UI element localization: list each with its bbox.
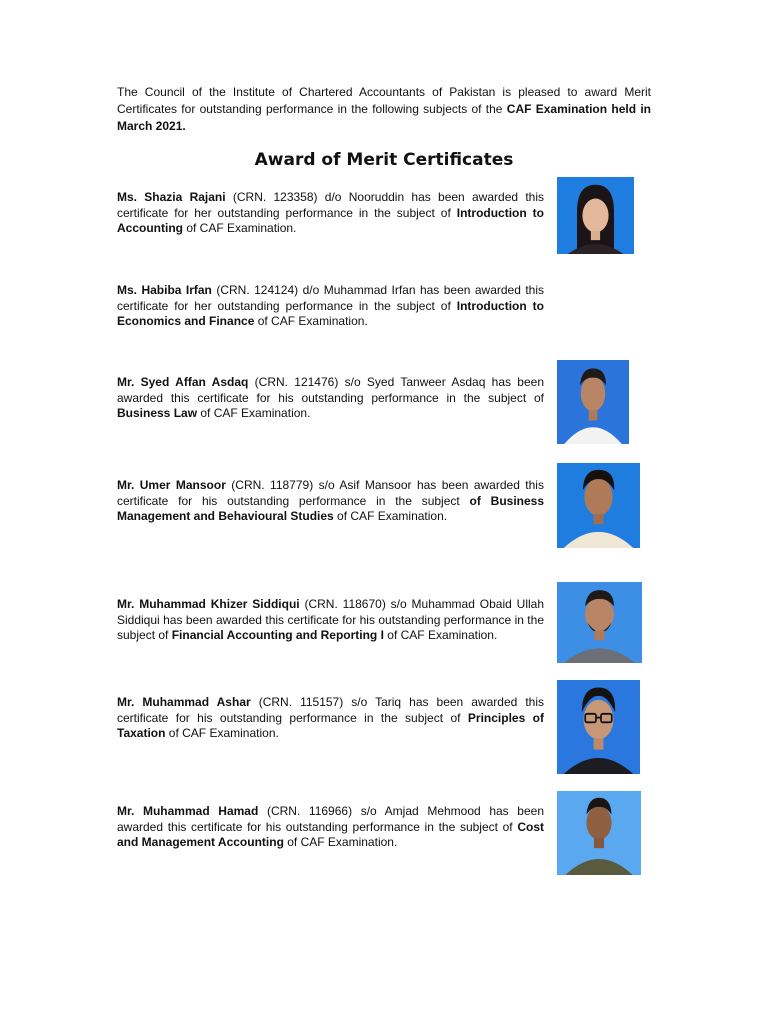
awardee-name: Mr. Muhammad Khizer Siddiqui (117, 597, 300, 611)
awardee-suffix: of CAF Examination. (333, 509, 448, 523)
awardee-name: Ms. Habiba Irfan (117, 283, 212, 297)
awardee-entry (117, 597, 544, 644)
awardee-subject: Financial Accounting and Reporting I (171, 628, 384, 642)
awardee-name: Mr. Muhammad Ashar (117, 695, 251, 709)
awardee-suffix: of CAF Examination. (165, 726, 279, 740)
awardee-photo (557, 360, 629, 444)
awardee-subject: Introduction to Economics and Finance (117, 298, 544, 328)
awardee-details: (CRN. 118779) s/o Asif Mansoor has been awarded this certificate for his outstanding performance in the subject (117, 478, 544, 508)
awardee-photo (557, 177, 634, 254)
awardee-photo (557, 680, 640, 774)
awardee-photo (557, 582, 642, 663)
awardee-details: (CRN. 123358) d/o Nooruddin has been awarded this certificate for her outstanding performance in the subject of (117, 190, 544, 220)
awardee-details: (CRN. 121476) s/o Syed Tanweer Asdaq has been awarded this certificate for his outstanding performance in the subject of (117, 375, 544, 405)
awardee-entry (117, 190, 544, 237)
awardee-entry (117, 283, 544, 330)
page-title: Award of Merit Certificates (254, 150, 514, 170)
awardee-details: (CRN. 116966) s/o Amjad Mehmood has been awarded this certificate for his outstanding performance in the subject of (117, 804, 545, 834)
awardee-suffix: of CAF Examination. (254, 314, 368, 328)
awardee-subject: Cost and Management Accounting (117, 819, 544, 849)
awardee-name: Mr. Muhammad Hamad (117, 804, 259, 818)
awardee-details: (CRN. 124124) d/o Muhammad Irfan has been awarded this certificate for her outstanding performance in the subject of (117, 283, 545, 313)
intro-paragraph (117, 84, 651, 135)
awardee-suffix: of CAF Examination. (283, 835, 398, 849)
awardee-entry (117, 478, 544, 525)
awardee-subject: Principles of Taxation (117, 710, 544, 740)
awardee-details: (CRN. 115157) s/o Tariq has been awarded this certificate for his outstanding performance in the subject of (117, 695, 545, 725)
awardee-subject: Business Law (117, 406, 198, 420)
awardee-photo (557, 791, 641, 875)
awardee-suffix: of CAF Examination. (383, 628, 498, 642)
intro-text: The Council of the Institute of Chartered Accountants of Pakistan is pleased to award Merit Certificates for outstanding performance in the following subjects of the (117, 85, 651, 116)
awardee-entry (117, 804, 544, 851)
awardee-subject: Introduction to Accounting (117, 205, 544, 235)
awardee-name: Mr. Syed Affan Asdaq (117, 375, 249, 389)
awardee-subject: of Business Management and Behavioural Studies (117, 493, 545, 523)
awardee-details: (CRN. 118670) s/o Muhammad Obaid Ullah Siddiqui has been awarded this certificate for his outstanding performance in the subject of (117, 597, 544, 642)
awardee-name: Mr. Umer Mansoor (117, 478, 226, 492)
awardee-photo (557, 463, 640, 548)
awardee-entry (117, 375, 544, 422)
awardee-suffix: of CAF Examination. (197, 406, 311, 420)
awardee-name: Ms. Shazia Rajani (117, 190, 226, 204)
intro-exam-name: CAF Examination held in March 2021. (117, 102, 651, 133)
awardee-suffix: of CAF Examination. (183, 221, 297, 235)
awardee-entry (117, 695, 544, 742)
